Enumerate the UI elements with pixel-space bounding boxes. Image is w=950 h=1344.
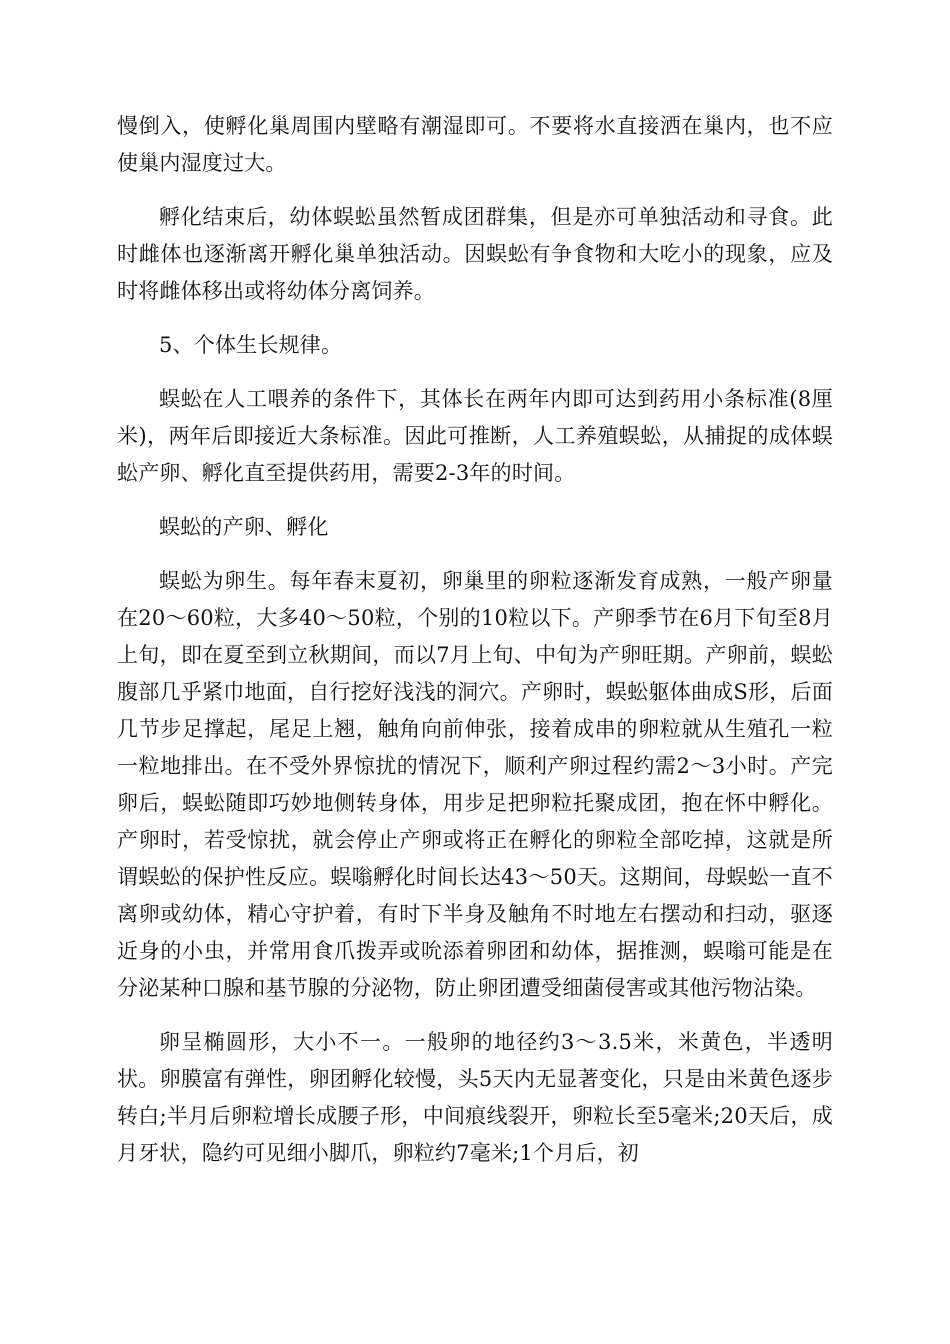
paragraph-eggs: 卵呈椭圆形，大小不一。一般卵的地径约3～3.5米，米黄色，半透明状。卵膜富有弹性，卵团孵化较慢，头5天内无显著变化，只是由米黄色逐步转白;半月后卵粒增长成腰子形，中间痕线裂开，卵粒长至5毫米;20天后，成月牙状，隐约可见细小脚爪，卵粒约7毫米;1个月后，初 <box>117 1030 833 1165</box>
paragraph-growth: 蜈蚣在人工喂养的条件下，其体长在两年内即可达到药用小条标准(8厘米)，两年后即接近大条标准。因此可推断，人工养殖蜈蚣，从捕捉的成体蜈蚣产卵、孵化直至提供药用，需要2-3年的时间。 <box>117 387 833 485</box>
paragraph-spawning: 蜈蚣为卵生。每年春末夏初，卵巢里的卵粒逐渐发育成熟，一般产卵量在20～60粒，大多40～50粒，个别的10粒以下。产卵季节在6月下旬至8月上旬，即在夏至到立秋期间，而以7月上旬、中旬为产卵旺期。产卵前，蜈蚣腹部几乎紧巾地面，自行挖好浅浅的洞穴。产卵时，蜈蚣躯体曲成S形，后面几节步足撑起，尾足上翘，触角向前伸张，接着成串的卵粒就从生殖孔一粒一粒地排出。在不受外界惊扰的情况下，顺利产卵过程约需2～3小时。产完卵后，蜈蚣随即巧妙地侧转身体，用步足把卵粒托聚成团，抱在怀中孵化。产卵时，若受惊扰，就会停止产卵或将正在孵化的卵粒全部吃掉，这就是所谓蜈蚣的保护性反应。蜈嗡孵化时间长达43～50天。这期间，母蜈蚣一直不离卵或幼体，精心守护着，有时下半身及触角不时地左右摆动和扫动，驱逐近身的小虫，并常用食爪拨弄或吮添着卵团和幼体，据推测，蜈嗡可能是在分泌某种口腺和基节腺的分泌物，防止卵团遭受细菌侵害或其他污物沾染。 <box>117 569 833 1000</box>
paragraph-hatching-end: 孵化结束后，幼体蜈蚣虽然暂成团群集，但是亦可单独活动和寻食。此时雌体也逐渐离开孵化巢单独活动。因蜈蚣有争食物和大吃小的现象，应及时将雌体移出或将幼体分离饲养。 <box>117 205 833 303</box>
document-body <box>117 108 833 1172</box>
paragraph-continued: 慢倒入，使孵化巢周围内壁略有潮湿即可。不要将水直接洒在巢内，也不应使巢内湿度过大。 <box>117 114 833 175</box>
paragraph-gap <box>117 182 833 199</box>
paragraph-gap <box>117 546 833 563</box>
paragraph-gap <box>117 1007 833 1024</box>
paragraph-gap <box>117 364 833 381</box>
paragraph-gap <box>117 492 833 509</box>
paragraph-gap <box>117 310 833 327</box>
section-heading-spawning: 蜈蚣的产卵、孵化 <box>159 515 329 539</box>
section-heading-growth: 5、个体生长规律。 <box>159 333 343 357</box>
